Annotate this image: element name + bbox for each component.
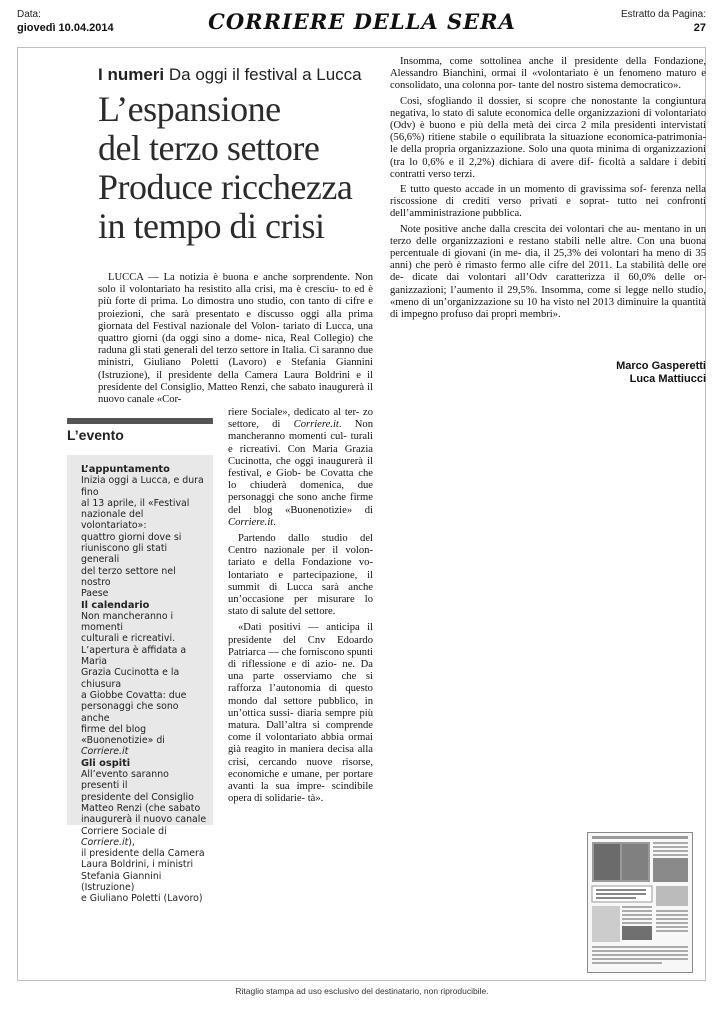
sidebar-line: Inizia oggi a Lucca, e dura fino <box>81 475 204 498</box>
sidebar-line: quattro giorni dove si <box>81 531 182 543</box>
text-line: be Covatta che lo chiuderà <box>228 468 374 492</box>
text-line: tanto di cifre e proiezioni, che sarà presentato e discusso <box>98 296 373 320</box>
kicker-bold: I numeri <box>98 65 165 84</box>
sidebar-line: firme del blog <box>81 723 147 735</box>
article-authors <box>616 360 706 386</box>
text-line: Insomma, come sottolinea anche il presidente della <box>400 56 647 67</box>
sidebar-line: al 13 aprile, il «Festival <box>81 497 190 509</box>
text-line: nello studio, «meno di un’organizzazione su 10 ha visto <box>390 284 706 308</box>
text-line: Fondazione, Alessandro Bianchini, ormai il «volontariato <box>390 56 706 80</box>
sidebar-line: del terzo settore nel nostro <box>81 565 176 588</box>
source-italic: Corriere.it <box>228 516 274 528</box>
sidebar-line: il presidente della Camera <box>81 848 205 860</box>
event-sidebar-box <box>67 455 213 905</box>
text-line: rimasto fermo alle cifre del 2011. La stabilità delle ore de- <box>390 260 706 284</box>
text-line: settore in Italia. Ci saranno due ministri, Giuliano Poletti <box>98 345 373 369</box>
text-line: stato di salute del settore. <box>228 606 336 618</box>
text-line: Patriarca — che forniscono <box>228 646 345 658</box>
article-body-middle <box>228 407 373 806</box>
text-line: Dall’altra si comprende come <box>228 720 373 744</box>
sidebar-line: Matteo Renzi (che sabato <box>81 802 201 814</box>
date-value: giovedì 10.04.2014 <box>17 22 114 34</box>
sidebar-line: L’apertura è affidata a Maria <box>81 644 187 668</box>
text-line: Non solo il volontariato ha resistito alla crisi, ma è cresciu- <box>98 272 373 296</box>
text-line: sono anche firme del blog <box>228 492 373 516</box>
sidebar-heading: Il calendario <box>81 599 150 611</box>
text-line: Grazia Cucinotta, che oggi <box>228 443 373 467</box>
article-body-right <box>390 56 706 321</box>
sidebar-line: Paese <box>81 588 109 600</box>
text-line: «Buonenotizie» di <box>285 504 373 516</box>
page-thumbnail <box>587 832 693 973</box>
text-line: propri membri». <box>491 309 561 321</box>
sidebar-line: culturali e ricreativi. <box>81 633 176 645</box>
text-line: ganizzazioni; l’aumento il 29,5%. Insomma, come si legge <box>390 284 649 296</box>
author-name: Marco Gasperetti <box>616 360 706 372</box>
sidebar-line: presidente del Consiglio <box>81 791 194 803</box>
text-line: un’occasione per misurare lo <box>228 594 373 606</box>
text-line: mancheranno momenti cul- <box>228 431 347 443</box>
sidebar-line: Laura Boldrini, i ministri <box>81 859 194 871</box>
text-line: il volontariato abbia ormai già <box>228 732 373 756</box>
date-label: Data: <box>17 9 41 20</box>
sidebar-line: a Giobbe Covatta: due <box>81 689 187 701</box>
source-italic: Corriere.it <box>81 746 129 758</box>
text-line: questo mondo dal settore <box>228 683 373 707</box>
headline-line: del terzo settore <box>98 128 320 168</box>
text-line: diaria sempre più matura. <box>228 707 374 732</box>
text-line: è un fenomeno maturo e consolidato, una colonna por- <box>390 68 706 92</box>
sidebar-heading: Gli ospiti <box>81 757 131 769</box>
headline-line: Produce ricchezza <box>98 167 353 207</box>
page-thumbnail-image <box>588 833 692 972</box>
text-line: mentano in un terzo delle organizzazioni e restano stabili <box>390 223 707 247</box>
sidebar-line: inaugurerà il nuovo canale <box>81 814 207 826</box>
text-line: Centro nazionale per il volon- <box>228 545 373 557</box>
sidebar-line: Stefania Giannini (Istruzione) <box>81 870 162 893</box>
text-line: «Dati positivi — anticipa il <box>238 622 373 634</box>
sidebar-text: Corriere Sociale di <box>81 825 167 837</box>
sidebar-line: nazionale del volontariato»: <box>81 509 147 532</box>
sidebar-text: «Buonenotizie» di <box>81 735 165 747</box>
text-line: spunti di riflessione e di azio- <box>228 646 373 671</box>
text-line: dicate dai volontari all’Odv caratterizza il 60,0% delle or- <box>412 272 706 284</box>
headline-line: in tempo di crisi <box>98 206 325 246</box>
text-line: domenica, due personaggi che <box>228 480 373 504</box>
text-line: . <box>273 516 276 528</box>
newspaper-masthead: CORRIERE DELLA SERA <box>208 9 516 34</box>
sidebar-line: personaggi che sono anche <box>81 701 179 724</box>
text-line: portare avanti la sua impre- <box>228 768 373 793</box>
sidebar-line: riuniscono gli stati generali <box>81 543 168 566</box>
text-line: tà». <box>307 793 324 805</box>
text-line: ferenza nella riscossione di crediti verso privati e soprat- <box>390 184 706 208</box>
source-italic: Corriere.it <box>81 836 129 848</box>
text-line: Così, sfogliando il dossier, si scopre che nonostante la <box>400 95 651 107</box>
text-line: dia, il 25,3% dei volontari ha meno di 35 anni) che però è <box>390 248 706 272</box>
text-line: metà dei circa 2 mila presidenti intervistati (56,6%) ritiene <box>390 120 706 144</box>
text-line: della Camera Laura Boldrini e il presidente del Consiglio, <box>98 369 373 393</box>
text-line: tante del nostro sistema democratico». <box>518 80 682 92</box>
text-line: nel 2013 diminuire la quantità di impegno profuso dai <box>390 296 706 321</box>
text-line: to ed è più forte di prima. Lo dimostra uno studio, con <box>98 284 373 308</box>
text-line: pubblico, in un’ottica sussi- <box>228 695 373 719</box>
text-line: congiuntura negativa, lo stato di salute economica delle <box>390 95 706 119</box>
sidebar-line: e Giuliano Poletti (Lavoro) <box>81 893 203 905</box>
sidebar-line <box>81 826 207 849</box>
text-line: organizzazioni (tra lo 0,6% e il 2,2%) dichiara di avere dif- <box>390 144 706 168</box>
text-line: lontariato e partecipazione, il <box>228 569 373 581</box>
text-line: economiche e umane, per <box>228 768 340 780</box>
kicker-text: Da oggi il festival a Lucca <box>168 65 362 84</box>
headline-line: L’espansione <box>98 89 281 129</box>
sidebar-line <box>81 735 207 758</box>
text-line: summit di Lucca sarà anche <box>228 581 373 593</box>
article-kicker <box>98 65 362 85</box>
page-number: 27 <box>693 22 706 34</box>
text-line: nica, Real Collegio) che raduna gli stati generali del terzo <box>98 333 373 357</box>
text-line: organizzazioni di volontariato (Odv) è buono e più della <box>390 107 706 132</box>
text-line: (Lavoro) e Stefania Giannini (Istruzione), il presidente <box>98 357 373 381</box>
sidebar-line: All’evento saranno presenti il <box>81 769 169 792</box>
text-line: tariato di Lucca, una quattro giorni (da oggi sino a dome- <box>98 320 373 345</box>
text-line: scindibile opera di solidarie- <box>228 781 373 805</box>
text-line: Matteo Renzi, che sabato inaugurerà il nuovo canale «Cor- <box>98 381 373 406</box>
author-name: Luca Mattiucci <box>629 373 706 385</box>
source-italic: Corriere.it <box>293 419 339 431</box>
sidebar-line: Grazia Cucinotta e la chiusura <box>81 667 180 690</box>
text-line: reagito in maniera decisa alla <box>244 744 373 756</box>
text-line: oggi alla prima giornata del Festival nazionale del Volon- <box>98 308 373 332</box>
text-line: Note positive anche dalla crescita dei volontari che au- <box>400 223 640 235</box>
sidebar-line: Non mancheranno i momenti <box>81 610 174 634</box>
text-line: LUCCA — La notizia è buona e anche sorprendente. <box>108 272 350 283</box>
text-line: E tutto questo accade in un momento di gravissima sof- <box>400 184 647 196</box>
text-line: crisi, cercando nuove risorse, <box>228 756 373 768</box>
text-line: turali e ricreativi. Con Maria <box>228 431 373 455</box>
text-line: inaugurerà il festival, e Giob- <box>228 455 373 480</box>
text-line: ne. Da una parte osserviamo <box>228 659 374 683</box>
text-line: riere Sociale», dedicato al ter- <box>228 407 360 418</box>
text-line: tutto nei confronti dell’amministrazione pubblica. <box>390 196 706 220</box>
text-line: . Non <box>338 419 373 431</box>
article-body-intro <box>98 272 373 406</box>
text-line: zo settore, di <box>228 407 374 431</box>
text-line: che si rafforza l’autonomia di <box>228 671 373 695</box>
sidebar-text: ), <box>128 836 135 848</box>
page-label: Estratto da Pagina: <box>620 9 706 20</box>
text-line: Partendo dallo studio del <box>238 533 373 545</box>
reproduction-notice: Ritaglio stampa ad uso esclusivo del destinatario, non riproducibile. <box>235 986 489 996</box>
text-line: stabile o equilibrata la situazione economica-patrimonia- <box>459 132 706 144</box>
sidebar-title: L’evento <box>67 418 213 443</box>
article-headline <box>98 90 373 246</box>
text-line: presidente del Cnv Edoardo <box>228 634 373 646</box>
sidebar-heading: L’appuntamento <box>81 464 170 475</box>
text-line: le della propria organizzazione. Solo una quota minima di <box>390 144 641 156</box>
text-line: ficoltà a saldare i debiti contratti verso terzi. <box>390 156 706 180</box>
text-line: nelle altre. Con una buona percentuale di giovani (in me- <box>390 235 706 260</box>
text-line: tariato e della Fondazione vo- <box>228 557 373 569</box>
